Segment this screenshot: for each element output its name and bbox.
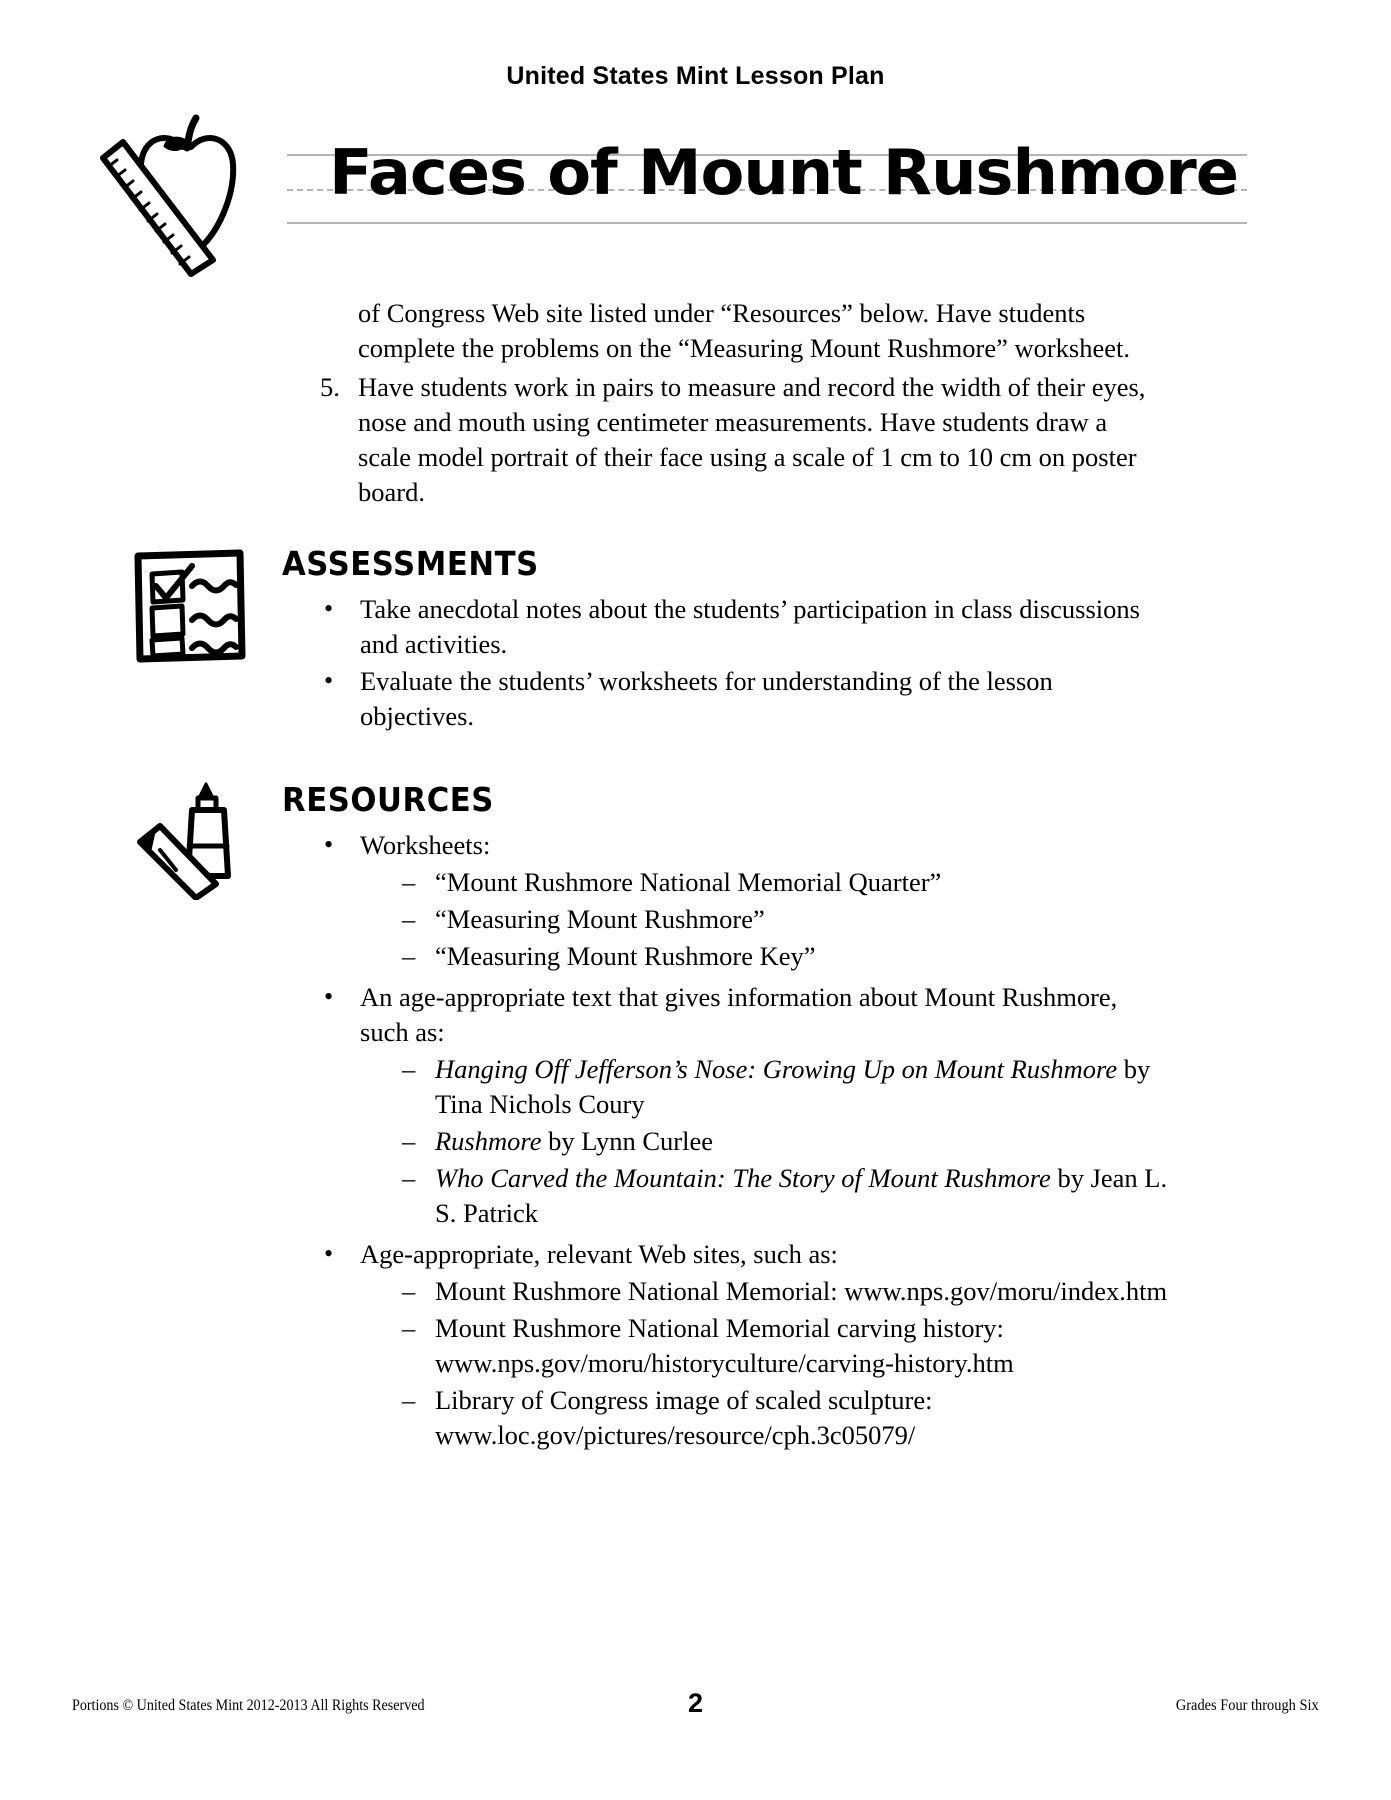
list-item <box>320 980 1168 1231</box>
dash-marker: – <box>402 1126 416 1156</box>
list-item-text: Have students work in pairs to measure and record the width of their eyes, nose and mouth using centimeter measurements. Have students draw a scale model portrait of their face using a scale of 1 cm to 10 cm on poster board. <box>358 372 1146 507</box>
header-title: United States Mint Lesson Plan <box>506 62 885 90</box>
sub-list-item <box>402 1311 1192 1381</box>
numbered-list-item <box>320 370 1153 510</box>
dash-marker: – <box>402 1385 416 1415</box>
sub-list-item <box>402 1124 1192 1159</box>
list-item-text: Worksheets: <box>360 830 491 860</box>
list-item-text: Evaluate the students’ worksheets for understanding of the lesson objectives. <box>360 666 1053 731</box>
dash-marker: – <box>402 1313 416 1343</box>
list-item-text: Take anecdotal notes about the students’ participation in class discussions and activities. <box>360 594 1140 659</box>
bullet-marker: • <box>324 830 334 859</box>
dash-marker: – <box>402 941 416 971</box>
assessments-section <box>0 544 1391 734</box>
list-item-text: An age-appropriate text that gives information about Mount Rushmore, such as: <box>360 982 1118 1047</box>
document-body <box>0 296 1391 1455</box>
list-item <box>320 664 1150 734</box>
book-title: Rushmore <box>435 1126 542 1156</box>
document-header <box>0 62 1391 91</box>
bullet-marker: • <box>324 666 334 695</box>
dash-marker: – <box>402 1276 416 1306</box>
book-author: by Tina Nichols Coury <box>435 1054 1151 1119</box>
list-item <box>320 1237 1168 1453</box>
rule-line-bottom <box>287 222 1247 224</box>
book-author: by Jean L. S. Patrick <box>435 1163 1168 1228</box>
resources-section <box>0 780 1391 1453</box>
page-title: Faces of Mount Rushmore <box>329 136 1239 209</box>
dash-marker: – <box>402 867 416 897</box>
checklist-clipboard-icon <box>130 544 250 664</box>
assessments-heading: ASSESSMENTS <box>282 544 539 583</box>
sub-list-item <box>402 865 1192 900</box>
dash-marker: – <box>402 904 416 934</box>
list-item <box>320 828 1150 974</box>
sub-list-item <box>402 1161 1192 1231</box>
resources-heading: RESOURCES <box>282 780 494 819</box>
resources-bullet-list <box>0 828 1391 1453</box>
document-footer <box>0 1688 1391 1722</box>
title-band <box>95 110 1295 275</box>
sub-list-item-text: Mount Rushmore National Memorial carving history: www.nps.gov/moru/historyculture/carving-history.htm <box>435 1313 1014 1378</box>
list-item-number: 5. <box>320 372 340 402</box>
footer-copyright: Portions © United States Mint 2012-2013 All Rights Reserved <box>72 1697 425 1714</box>
apple-and-ruler-icon <box>95 112 280 277</box>
sub-list-item-text: “Measuring Mount Rushmore” <box>435 904 765 934</box>
bullet-marker: • <box>324 594 334 623</box>
bullet-marker: • <box>324 1239 334 1268</box>
sub-list-item-text: Mount Rushmore National Memorial: www.nps.gov/moru/index.htm <box>435 1276 1168 1306</box>
sub-list-item <box>402 1274 1192 1309</box>
footer-grades: Grades Four through Six <box>1176 1697 1319 1714</box>
sub-list-item <box>402 939 1192 974</box>
sub-list-item-text: “Measuring Mount Rushmore Key” <box>435 941 816 971</box>
list-item-text: Age-appropriate, relevant Web sites, such as: <box>360 1239 838 1269</box>
sub-list-item <box>402 1383 1192 1453</box>
book-author: by Lynn Curlee <box>541 1126 713 1156</box>
pencil-and-glue-icon <box>130 780 250 900</box>
sub-list-item-text: “Mount Rushmore National Memorial Quarter” <box>435 867 942 897</box>
resources-sublist <box>360 1274 1168 1453</box>
title-rule-lines <box>287 110 1287 275</box>
list-item <box>320 592 1150 662</box>
continuation-paragraph: of Congress Web site listed under “Resources” below. Have students complete the problems on the “Measuring Mount Rushmore” worksheet. <box>358 298 1131 363</box>
resources-sublist <box>360 1052 1168 1231</box>
footer-page-number: 2 <box>687 1688 704 1718</box>
bullet-marker: • <box>324 982 334 1011</box>
sub-list-item <box>402 1052 1192 1122</box>
dash-marker: – <box>402 1054 416 1084</box>
book-title: Who Carved the Mountain: The Story of Mount Rushmore <box>435 1163 1051 1193</box>
sub-list-item-text: Library of Congress image of scaled sculpture: www.loc.gov/pictures/resource/cph.3c05079/ <box>435 1385 933 1450</box>
book-title: Hanging Off Jefferson’s Nose: Growing Up on Mount Rushmore <box>435 1054 1118 1084</box>
dash-marker: – <box>402 1163 416 1193</box>
resources-sublist <box>360 865 1150 974</box>
sub-list-item <box>402 902 1192 937</box>
